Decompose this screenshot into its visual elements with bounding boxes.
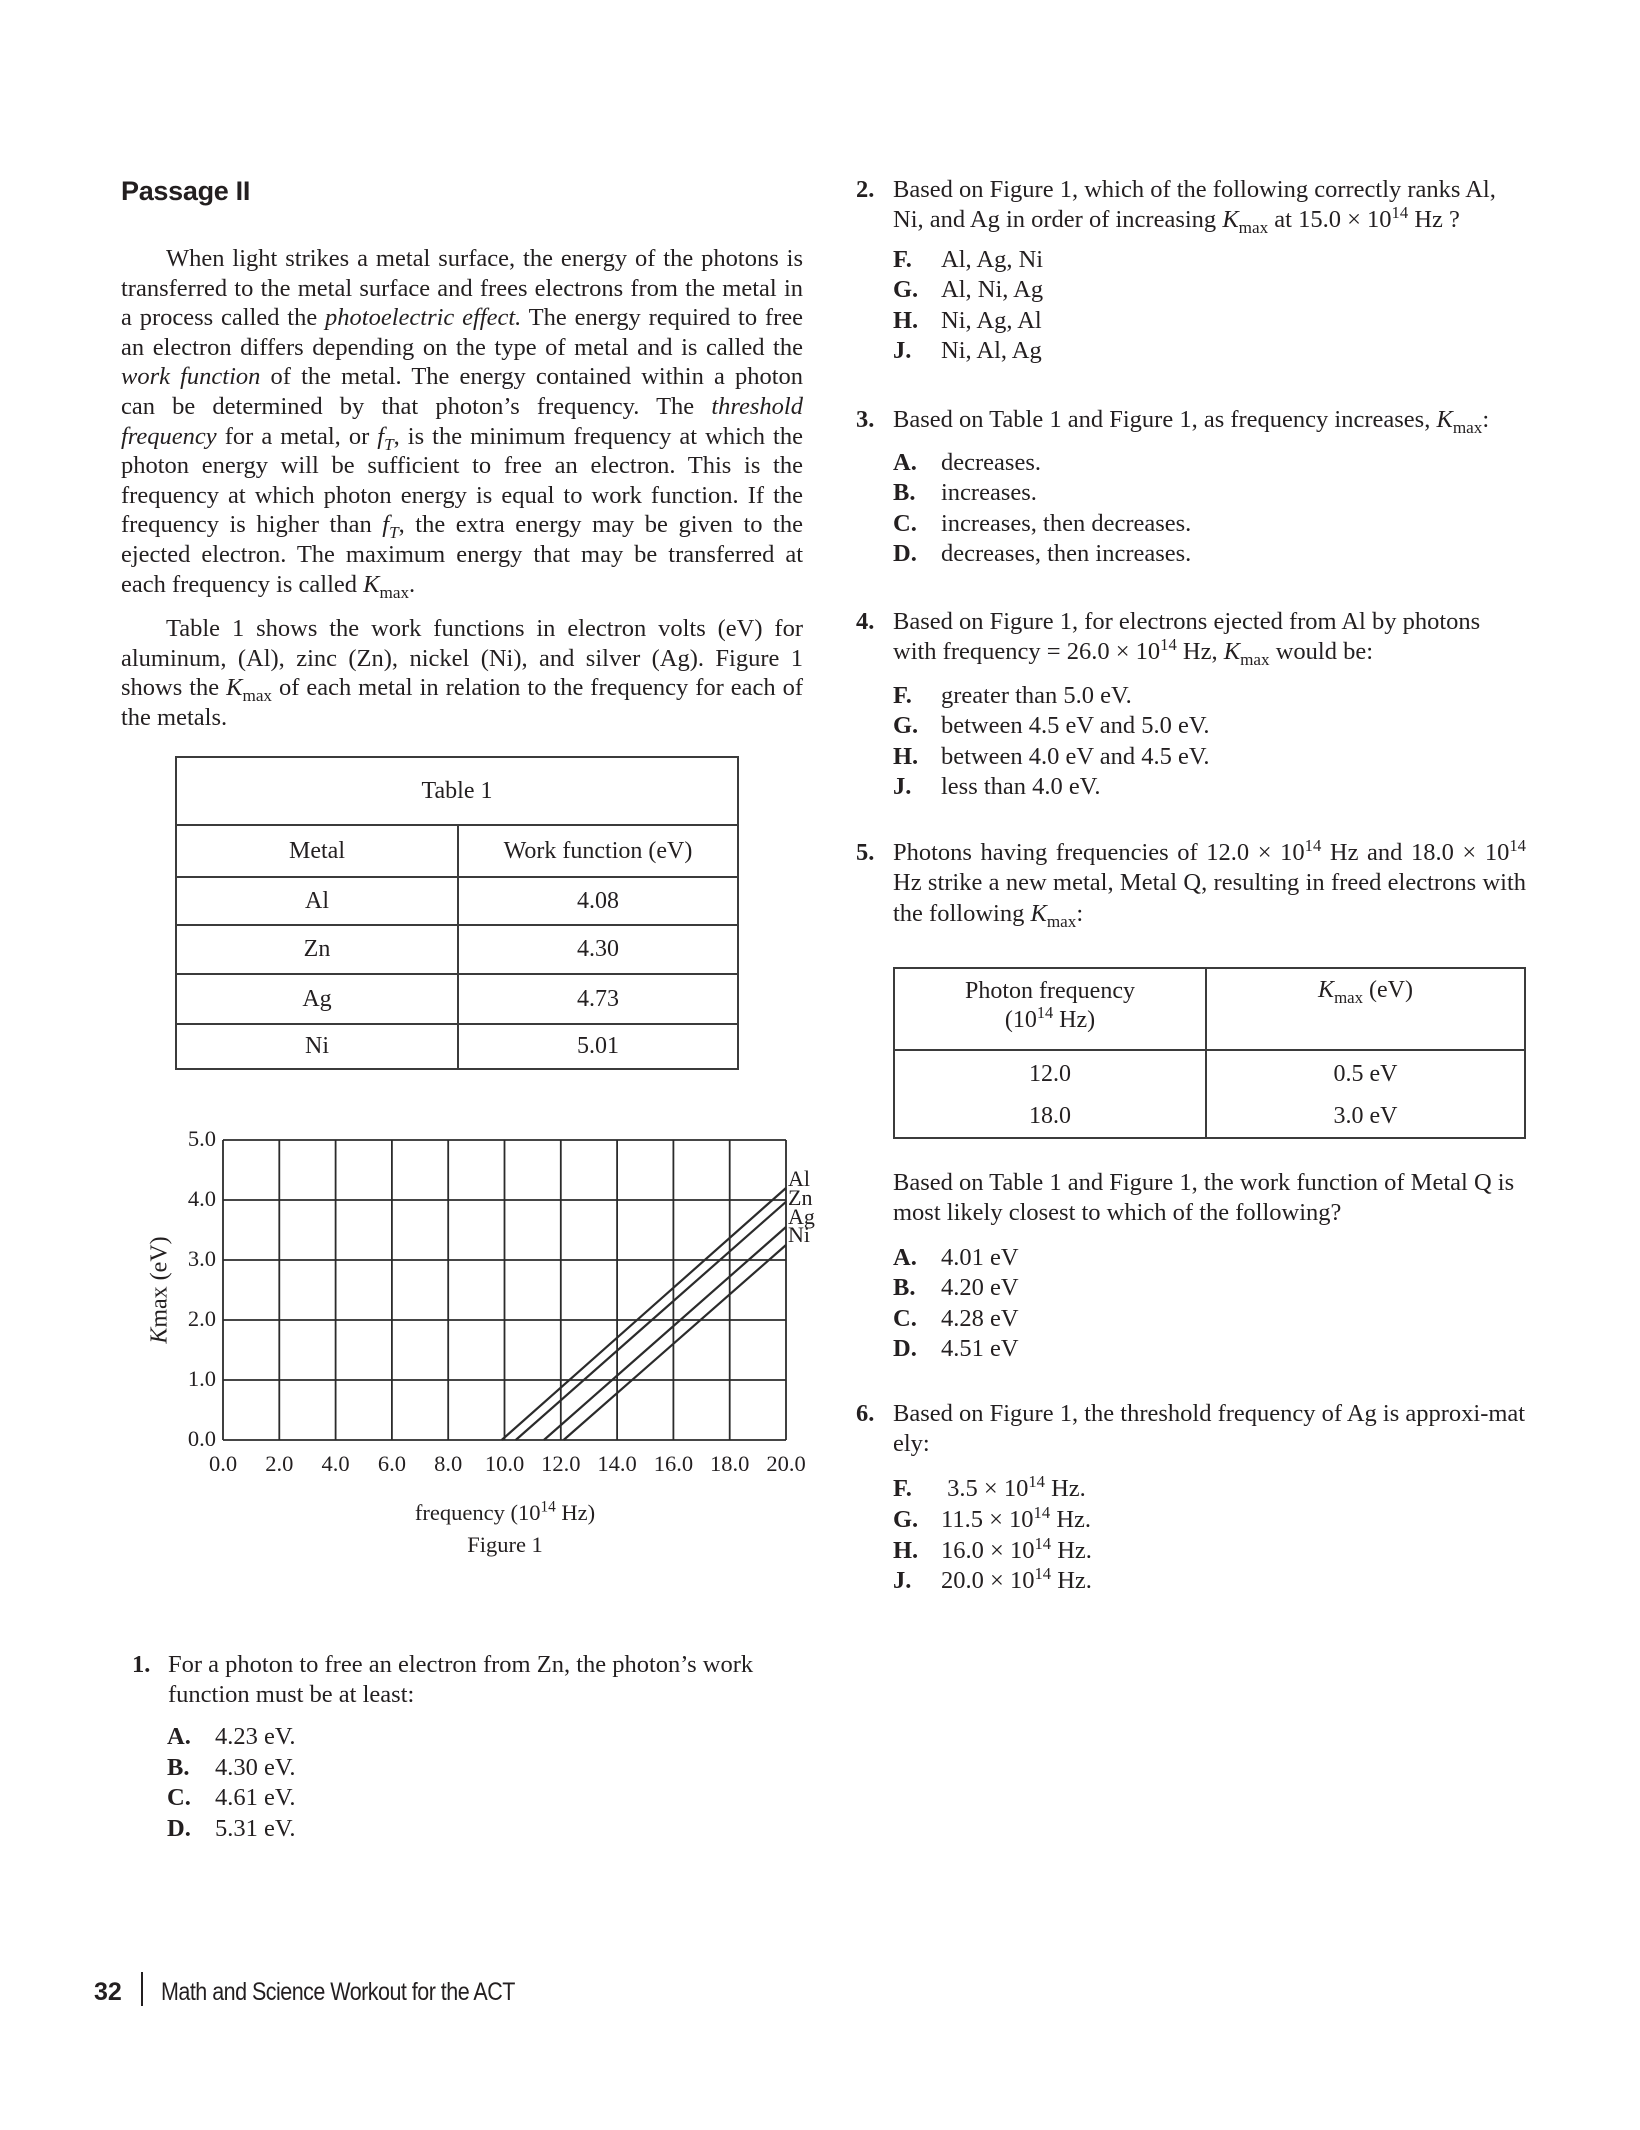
option-text: increases. — [941, 479, 1037, 507]
answer-option[interactable] — [167, 1722, 296, 1752]
text-segment: When light strikes a metal surface, the energy of the photons is transferred to the metal surface and frees electrons from the metal in a process called the — [121, 245, 803, 332]
header-line-2 — [895, 1003, 1205, 1035]
x-tick-label: 2.0 — [265, 1451, 294, 1476]
option-letter: F. — [893, 682, 912, 709]
text-k: K — [1030, 899, 1047, 927]
option-text: increases, then decreases. — [941, 509, 1192, 537]
option-text: 5.31 eV. — [215, 1814, 296, 1842]
text-segment: K — [226, 674, 243, 702]
option-letter: D. — [893, 1334, 917, 1362]
question-5-followup: Based on Table 1 and Figure 1, the work function of Metal Q is most likely closest to which of the following? — [893, 1169, 1515, 1227]
question-text — [893, 175, 1526, 236]
header-line-1: Photon frequency — [965, 978, 1135, 1004]
answer-option[interactable] — [893, 711, 1210, 741]
chart-grid — [223, 1140, 786, 1440]
answer-option[interactable] — [893, 245, 1043, 275]
answer-option[interactable] — [893, 1334, 1019, 1364]
text-sup: 14 — [1036, 1003, 1054, 1023]
x-axis-label — [415, 1500, 595, 1526]
table-cell-metal: Ag — [176, 974, 458, 1024]
question-number: 4. — [856, 608, 875, 635]
y-tick-label: 2.0 — [187, 1306, 216, 1331]
answer-option[interactable] — [893, 742, 1210, 772]
y-tick-label: 0.0 — [187, 1426, 216, 1451]
x-tick-label: 12.0 — [541, 1451, 581, 1476]
table-1-title: Table 1 — [176, 757, 738, 825]
table-1-header-work-function: Work function (eV) — [458, 825, 738, 877]
y-axis-label-k: K — [146, 1327, 173, 1344]
text-part: Hz, — [1176, 638, 1224, 666]
text-segment: f — [382, 511, 390, 539]
text-segment: The energy required to free an electron differs depending on the type of metal and is called the — [121, 304, 803, 361]
option-letter: B. — [167, 1753, 190, 1781]
series-line-al — [502, 1188, 786, 1440]
series-line-ni — [564, 1245, 786, 1440]
option-text: 4.20 eV — [941, 1274, 1019, 1302]
option-text: 4.28 eV — [941, 1304, 1019, 1332]
text-part: Hz) — [1053, 1007, 1096, 1033]
answer-option[interactable] — [893, 681, 1132, 711]
question-number: 1. — [132, 1651, 151, 1678]
text-part: Based on Table 1 and Figure 1, as frequency increases, — [893, 406, 1437, 433]
x-tick-label: 4.0 — [321, 1451, 350, 1476]
option-letter: H. — [893, 742, 919, 770]
option-text: 4.51 eV — [941, 1334, 1019, 1362]
question-text: Based on Figure 1, the threshold frequency of Ag is approxi-mately: — [893, 1400, 1526, 1458]
option-letter: C. — [893, 509, 917, 537]
text-segment: photoelectric effect. — [325, 304, 522, 332]
answer-option[interactable] — [167, 1753, 296, 1783]
text-segment: max — [379, 582, 410, 602]
chart-series — [502, 1188, 786, 1440]
table-cell-metal: Al — [176, 877, 458, 925]
option-text: between 4.5 eV and 5.0 eV. — [941, 712, 1210, 740]
option-letter: C. — [167, 1784, 191, 1811]
x-axis-label-text: frequency (10 — [414, 1500, 541, 1525]
answer-option[interactable] — [893, 1502, 1092, 1535]
text-part: (eV) — [1362, 977, 1413, 1003]
option-text: greater than 5.0 eV. — [941, 682, 1132, 709]
passage-title: Passage II — [121, 176, 251, 206]
question-number: 6. — [856, 1400, 875, 1427]
x-tick-label: 16.0 — [653, 1451, 694, 1476]
table-cell-metal: Ni — [176, 1024, 458, 1069]
legend-label-al: Al — [788, 1166, 810, 1191]
text-sub: max — [1238, 218, 1269, 238]
answer-option[interactable] — [893, 509, 1191, 539]
option-text: decreases. — [941, 449, 1041, 476]
legend-label-ag: Ag — [788, 1204, 815, 1229]
text-sub: max — [1334, 987, 1363, 1007]
text-sup: 14 — [1304, 835, 1322, 855]
footer-divider — [141, 1972, 143, 2006]
answer-option[interactable] — [893, 1304, 1019, 1334]
y-axis-label — [147, 1236, 174, 1343]
text-segment: , the extra energy may be given to the ejected electron. The maximum energy that may be transferred at each frequency is called — [121, 511, 803, 598]
x-tick-label: 8.0 — [434, 1451, 463, 1476]
answer-option[interactable] — [893, 336, 1042, 366]
option-letter: G. — [893, 1505, 919, 1533]
question-number: 2. — [856, 176, 875, 203]
option-letter: J. — [893, 336, 912, 364]
y-tick-label: 3.0 — [187, 1246, 216, 1271]
option-letter: F. — [893, 1475, 912, 1502]
option-text: Ni, Al, Ag — [941, 336, 1042, 364]
text-part: Photons having frequencies of 12.0 × 10 — [893, 839, 1305, 866]
option-letter: H. — [893, 306, 919, 334]
question-text — [893, 405, 1533, 435]
option-text: $20.0 \times 10^{14}$ Hz. — [941, 1564, 1092, 1595]
text-part: would be: — [1269, 638, 1374, 666]
table-cell: 18.0 — [1029, 1103, 1071, 1129]
table-cell: 0.5 eV — [1333, 1061, 1398, 1087]
answer-option[interactable] — [893, 1566, 1092, 1596]
text-part: Hz and 18.0 × 10 — [1321, 839, 1510, 866]
x-axis-label-exponent: 14 — [540, 1498, 556, 1516]
option-letter: H. — [893, 1536, 919, 1564]
answer-option[interactable] — [167, 1783, 296, 1813]
text-segment: K — [363, 570, 380, 598]
text-k: K — [1318, 977, 1335, 1003]
text-part: at 15.0 × 10 — [1268, 206, 1392, 234]
answer-option[interactable] — [893, 1533, 1092, 1566]
metal-q-header-kmax — [1206, 968, 1525, 1050]
question-text — [893, 607, 1526, 668]
table-1-header-metal: Metal — [176, 825, 458, 877]
option-text: Ni, Ag, Al — [941, 306, 1042, 334]
series-line-ag — [544, 1227, 786, 1440]
legend-label-ni: Ni — [788, 1222, 810, 1247]
option-letter: J. — [893, 1567, 912, 1595]
text-part: : — [1076, 899, 1084, 927]
text-sup: 14 — [1509, 835, 1526, 855]
text-part: (10 — [1004, 1007, 1037, 1033]
option-letter: B. — [893, 479, 916, 507]
metal-q-table — [893, 967, 1526, 1139]
option-text: 4.30 eV. — [215, 1753, 296, 1781]
x-tick-label: 10.0 — [484, 1451, 525, 1476]
option-text: $16.0 \times 10^{14}$ Hz. — [941, 1533, 1092, 1564]
text-segment: max — [242, 686, 272, 706]
option-text: between 4.0 eV and 4.5 eV. — [941, 742, 1210, 770]
text-segment: T — [384, 434, 394, 454]
metal-q-kmax-values — [1206, 1050, 1525, 1138]
option-text: Al, Ag, Ni — [941, 246, 1044, 273]
text-part: Based on Figure 1, which of the following correctly ranks Al, Ni, and Ag in order of increasing — [893, 176, 1496, 234]
option-text: Al, Ni, Ag — [941, 276, 1044, 304]
option-text: decreases, then increases. — [941, 539, 1192, 567]
answer-option[interactable] — [893, 275, 1043, 305]
text-sup: 14 — [1160, 635, 1177, 655]
table-cell-metal: Zn — [176, 925, 458, 974]
text-part: Hz ? — [1408, 206, 1460, 234]
option-text: less than 4.0 eV. — [941, 772, 1101, 800]
option-text: 4.23 eV. — [215, 1723, 296, 1750]
table-row — [894, 1050, 1525, 1138]
text-k: K — [1222, 206, 1239, 234]
answer-option[interactable] — [167, 1814, 296, 1844]
question-text — [893, 835, 1526, 931]
option-letter: A. — [167, 1723, 191, 1750]
option-letter: D. — [167, 1814, 191, 1842]
x-tick-label: 6.0 — [377, 1451, 406, 1476]
answer-option[interactable] — [893, 306, 1042, 336]
x-tick-label: 14.0 — [597, 1451, 637, 1476]
option-letter: A. — [893, 449, 917, 476]
book-title: Math and Science Workout for the ACT — [161, 1978, 515, 2006]
option-letter: G. — [893, 276, 919, 304]
x-tick-label: 20.0 — [766, 1451, 806, 1476]
question-text: For a photon to free an electron from Zn, the photon’s work function must be at least: — [168, 1651, 754, 1709]
x-tick-label: 0.0 — [208, 1451, 238, 1476]
text-segment: for a metal, or — [216, 422, 378, 450]
text-segment: threshold frequency — [121, 392, 803, 450]
answer-option[interactable] — [893, 539, 1191, 569]
text-part: Based on Figure 1, for electrons ejected from Al by photons with frequency = 26.0 × 10 — [893, 608, 1481, 666]
text-k: K — [1436, 406, 1453, 433]
table-cell: 12.0 — [1029, 1061, 1071, 1087]
legend-label-zn: Zn — [788, 1185, 813, 1210]
answer-option[interactable] — [893, 478, 1037, 508]
text-part: : — [1482, 406, 1490, 433]
answer-option[interactable] — [893, 448, 1041, 478]
option-text: $3.5 \times 10^{14}$ Hz. — [941, 1471, 1086, 1502]
y-tick-label: 5.0 — [187, 1126, 216, 1151]
table-cell-value: 5.01 — [458, 1024, 738, 1069]
option-letter: B. — [893, 1274, 916, 1302]
answer-option[interactable] — [893, 1471, 1086, 1504]
option-text: 4.01 eV — [941, 1244, 1019, 1271]
table-cell-value: 4.30 — [458, 925, 738, 974]
option-letter: D. — [893, 539, 917, 567]
text-segment: T — [389, 523, 399, 543]
metal-q-header-frequency — [894, 968, 1206, 1050]
text-sub: max — [1452, 418, 1483, 437]
text-k: K — [1223, 638, 1241, 666]
text-sub: max — [1240, 650, 1270, 670]
y-tick-label: 1.0 — [187, 1366, 216, 1391]
option-letter: J. — [893, 772, 912, 800]
x-axis-label-unit: Hz) — [555, 1500, 596, 1525]
option-letter: A. — [893, 1244, 917, 1271]
text-sup: 14 — [1391, 203, 1409, 223]
question-number: 5. — [856, 839, 875, 866]
table-cell-value: 4.73 — [458, 974, 738, 1024]
answer-option[interactable] — [893, 1243, 1019, 1273]
option-text: $11.5 \times 10^{14}$ Hz. — [941, 1502, 1092, 1533]
page-number: 32 — [94, 1978, 122, 2006]
figure-caption: Figure 1 — [467, 1532, 543, 1557]
text-segment: . — [409, 570, 416, 598]
text-segment: , is the minimum frequency at which the photon energy will be sufficient to free an electron. This is the frequency at which photon energy is equal to work function. If the frequency is higher than — [121, 422, 803, 539]
text-segment: of the metal. The energy contained within a photon can be determined by that photon’s frequency. The — [121, 363, 804, 420]
metal-q-frequencies — [894, 1050, 1206, 1138]
question-number: 3. — [856, 406, 875, 433]
text-sub: max — [1046, 911, 1077, 931]
option-letter: F. — [893, 246, 912, 273]
option-letter: C. — [893, 1304, 917, 1332]
text-segment: f — [377, 422, 385, 450]
text-segment: work function — [121, 363, 261, 391]
table-cell: 3.0 eV — [1333, 1103, 1398, 1129]
question-1 — [132, 1650, 804, 1712]
text-segment: Table 1 shows the work functions in electron volts (eV) for aluminum, (Al), zinc (Zn), nickel (Ni), and silver (Ag). Figure 1 shows the — [121, 615, 803, 702]
y-axis-label-rest: max (eV) — [146, 1236, 173, 1328]
text-part: Hz strike a new metal, Metal Q, resulting in freed electrons with the following — [893, 869, 1526, 927]
table-cell-value: 4.08 — [458, 877, 738, 925]
answer-option[interactable] — [893, 1273, 1019, 1303]
y-tick-label: 4.0 — [187, 1186, 216, 1211]
option-text: 4.61 eV. — [215, 1784, 296, 1811]
answer-option[interactable] — [893, 772, 1100, 802]
option-letter: G. — [893, 712, 919, 740]
text-segment: of each metal in relation to the frequency for each of the metals. — [121, 674, 803, 731]
x-tick-label: 18.0 — [710, 1451, 750, 1476]
